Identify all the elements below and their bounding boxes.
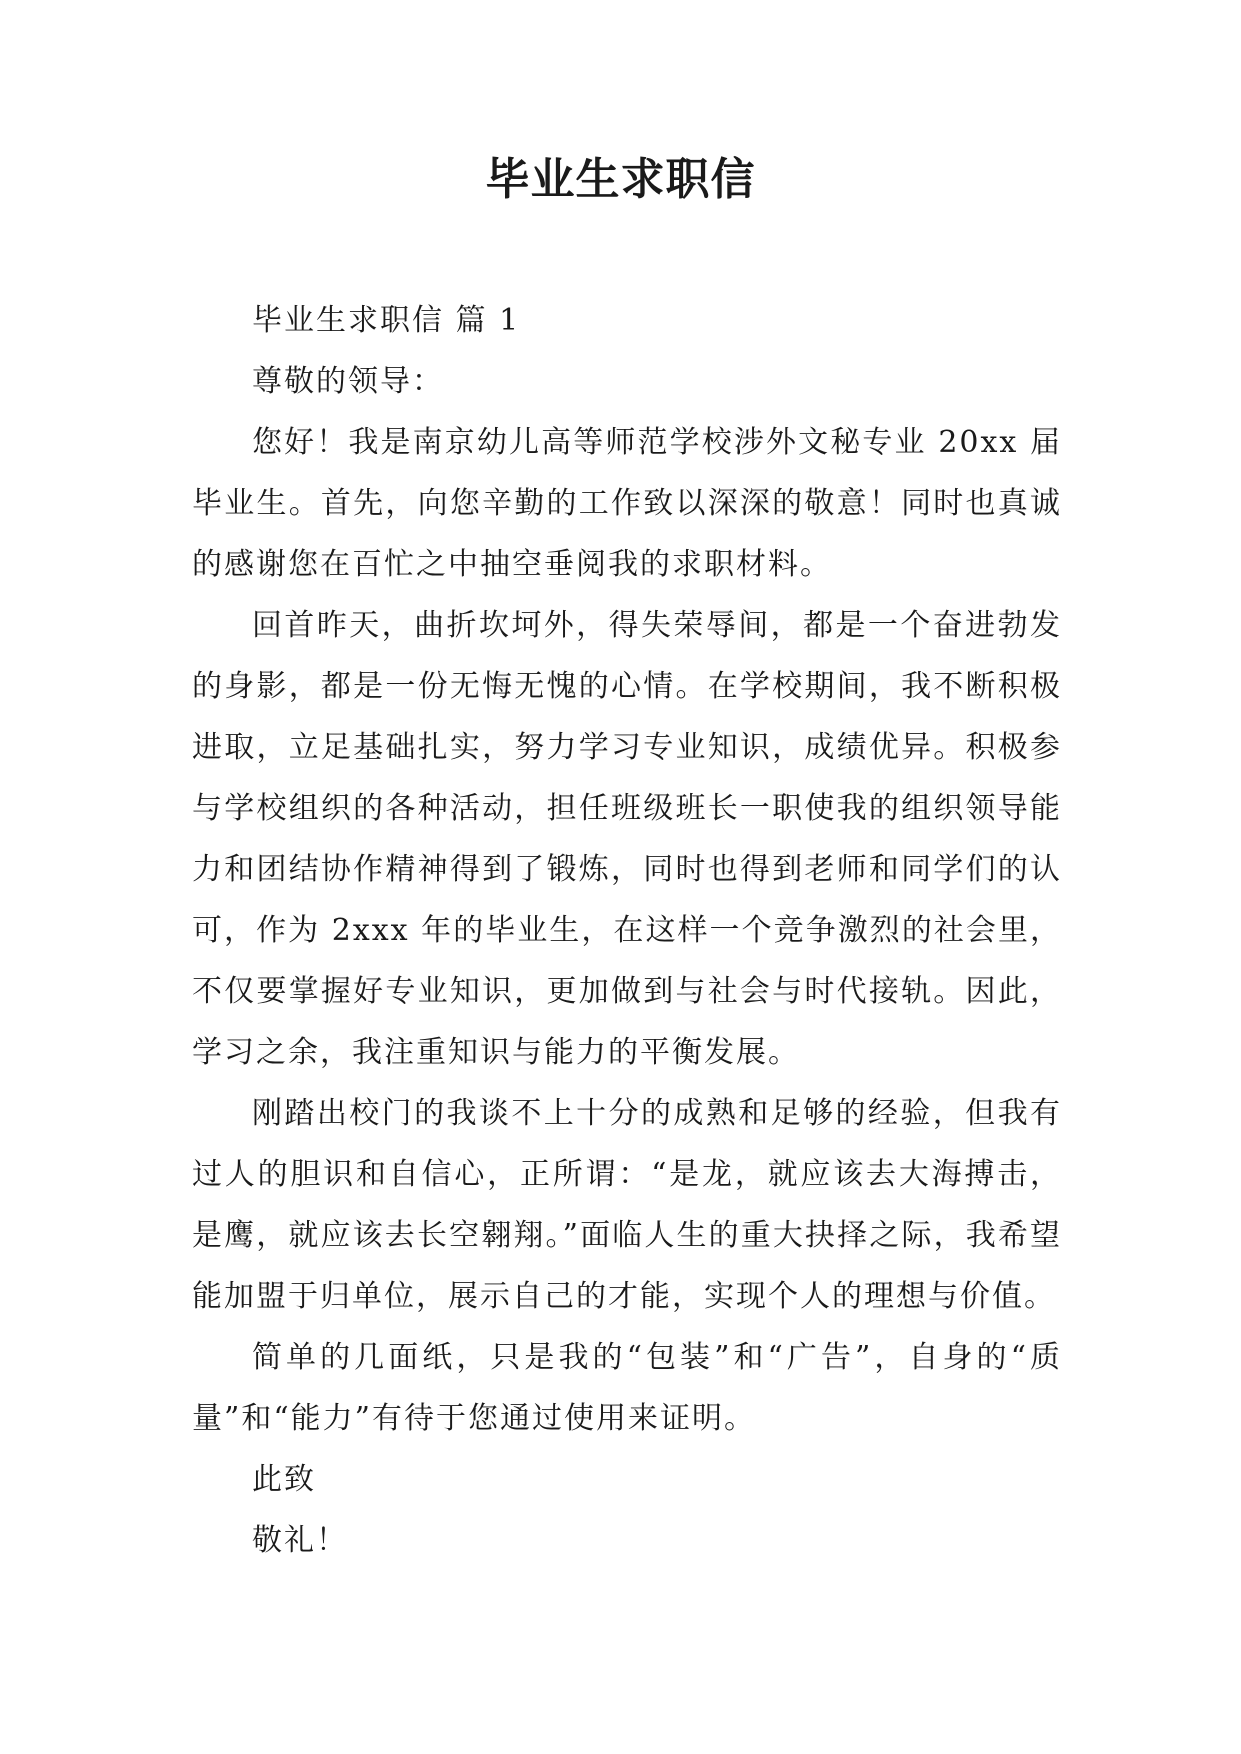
paragraph: 刚踏出校门的我谈不上十分的成熟和足够的经验，但我有过人的胆识和自信心，正所谓：“是龙，就应该去大海搏击，是鹰，就应该去长空翱翔。”面临人生的重大抉择之际，我希望能加盟于归单位，展示自己的才能，实现个人的理想与价值。 — [192, 1096, 1062, 1314]
section-heading: 毕业生求职信 篇 1 — [252, 303, 521, 338]
document-title: 毕业生求职信 — [485, 154, 756, 205]
closing-line: 敬礼！ — [252, 1523, 348, 1558]
paragraph: 回首昨天，曲折坎坷外，得失荣辱间，都是一个奋进勃发的身影，都是一份无悔无愧的心情。在学校期间，我不断积极进取，立足基础扎实，努力学习专业知识，成绩优异。积极参与学校组织的各种活动，担任班级班长一职使我的组织领导能力和团结协作精神得到了锻炼，同时也得到老师和同学们的认可，作为 2xxx 年的毕业生，在这样一个竞争激烈的社会里，不仅要掌握好专业知识，更加做到与社会与时代接轨。因此，学习之余，我注重知识与能力的平衡发展。 — [192, 608, 1062, 1070]
paragraph: 简单的几面纸，只是我的“包装”和“广告”，自身的“质量”和“能力”有待于您通过使用来证明。 — [192, 1340, 1062, 1436]
closing-line: 此致 — [252, 1462, 316, 1497]
letter-body — [192, 290, 1062, 1571]
salutation: 尊敬的领导： — [252, 364, 444, 399]
paragraph: 您好！我是南京幼儿高等师范学校涉外文秘专业 20xx 届毕业生。首先，向您辛勤的工作致以深深的敬意！同时也真诚的感谢您在百忙之中抽空垂阅我的求职材料。 — [192, 425, 1062, 582]
